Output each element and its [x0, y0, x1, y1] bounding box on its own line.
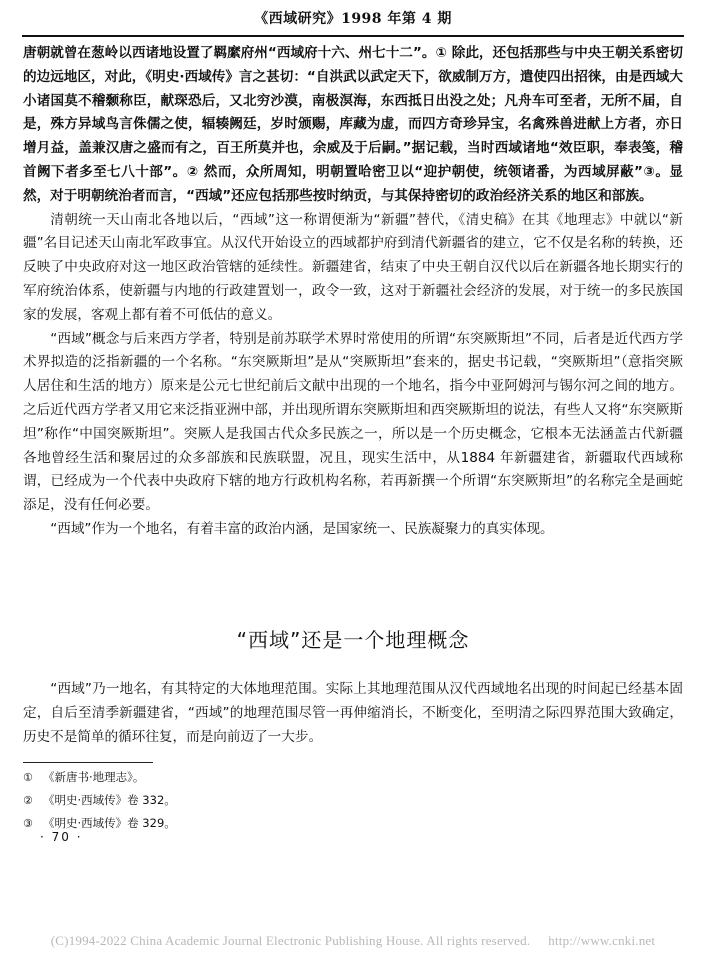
page-number: · 70 · — [40, 830, 83, 844]
cnki-url: http://www.cnki.net — [548, 933, 656, 948]
paragraph-political-meaning: “西域”作为一个地名，有着丰富的政治内涵，是国家统一、民族凝聚力的真实体现。 — [50, 520, 554, 537]
footnotes — [23, 766, 176, 835]
copyright-text: (C)1994-2022 China Academic Journal Electronic Publishing House. All rights reserved. — [50, 933, 531, 948]
copyright-watermark — [0, 933, 706, 949]
main-text-block — [23, 42, 683, 542]
footnote-text: 《明史·西域传》卷 332。 — [43, 793, 176, 807]
footnote-mark: ② — [23, 794, 33, 807]
footnote-item — [23, 789, 176, 812]
paragraph-qing-xinjiang: 清朝统一天山南北各地以后，“西域”这一称谓便渐为“新疆”替代，《清史稿》在其《地理志》中就以“新疆”名目记述天山南北军政事宜。从汉代开始设立的西域都护府到清代新疆省的建立，它不仅是名称的转换，还反映了中央政府对这一地区政治管辖的延续性。新疆建省，结束了中央王朝自汉代以后在新疆各地长期实行的军府统治体系，使新疆与内地的行政建置划一，政令一致，这对于新疆社会经济的发展，对于统一的多民族国家的发展，客观上都有着不可低估的意义。 — [23, 211, 683, 323]
footnote-text: 《新唐书·地理志》。 — [43, 770, 145, 784]
section-text-block — [23, 678, 683, 749]
paragraph-east-turkestan: “西域”概念与后来西方学者，特别是前苏联学术界时常使用的所谓“东突厥斯坦”不同，后者是近代西方学术界拟造的泛指新疆的一个名称。“东突厥斯坦”是从“突厥斯坦”套来的，据史书记载，“突厥斯坦”（意指突厥人居住和生活的地方）原来是公元七世纪前后文献中出现的一个地名，指今中亚阿姆河与锡尔河之间的地方。之后近代西方学者又用它来泛指亚洲中部，并出现所谓东突厥斯坦和西突厥斯坦的说法，有些人又将“东突厥斯坦”称作“中国突厥斯坦”。突厥人是我国古代众多民族之一，所以是一个历史概念，它根本无法涵盖古代新疆各地曾经生活和聚居过的众多部族和民族联盟，况且，现实生活中，从1884 年新疆建省，新疆取代西域称谓，已经成为一个代表中央政府下辖的地方行政机构名称，若再新撰一个所谓“东突厥斯坦”的名称完全是画蛇添足，没有任何必要。 — [23, 330, 683, 514]
footnote-text: 《明史·西域传》卷 329。 — [43, 816, 176, 830]
running-header — [22, 8, 684, 34]
paragraph-continuation: 唐朝就曾在葱岭以西诸地设置了羁縻府州“西域府十六、州七十二”。① 除此，还包括那些与中央王朝关系密切的边远地区，对此，《明史·西域传》言之甚切：“自洪武以武定天下，欲威制万方，遣使四出招徕，由是西域大小诸国莫不稽颡称臣，献琛恐后，又北穷沙漠，南极溟海，东西抵日出没之处；凡舟车可至者，无所不届，自是，殊方异域鸟言侏儒之使，辐辏阙廷，岁时颁赐，库藏为虚，而四方奇珍异宝，名禽殊兽进献上方者，亦日增月益，盖兼汉唐之盛而有之，百王所莫并也，余威及于后嗣。”据记载，当时西域诸地“效臣职，奉表笺，稽首阙下者多至七八十部”。② 然而，众所周知，明朝置哈密卫以“迎护朝使，统领诸番，为西域屏蔽”③。显然，对于明朝统治者而言，“西域”还应包括那些按时纳贡，与其保持密切的政治经济关系的地区和部族。 — [23, 45, 683, 204]
footnote-rule — [23, 762, 153, 763]
footnote-item — [23, 766, 176, 789]
footnote-mark: ① — [23, 771, 33, 784]
header-rule — [22, 35, 684, 37]
paragraph-geographic-scope: “西域”乃一地名，有其特定的大体地理范围。实际上其地理范围从汉代西域地名出现的时间起已经基本固定，自后至清季新疆建省，“西域”的地理范围尽管一再伸缩消长，不断变化，至明清之际四界范围大致确定，历史不是简单的循环往复，而是向前迈了一大步。 — [23, 681, 683, 745]
section-heading: “西域”还是一个地理概念 — [236, 628, 470, 652]
running-title: 《西域研究》1998 年第 4 期 — [254, 11, 452, 27]
footnote-mark: ③ — [23, 817, 33, 830]
